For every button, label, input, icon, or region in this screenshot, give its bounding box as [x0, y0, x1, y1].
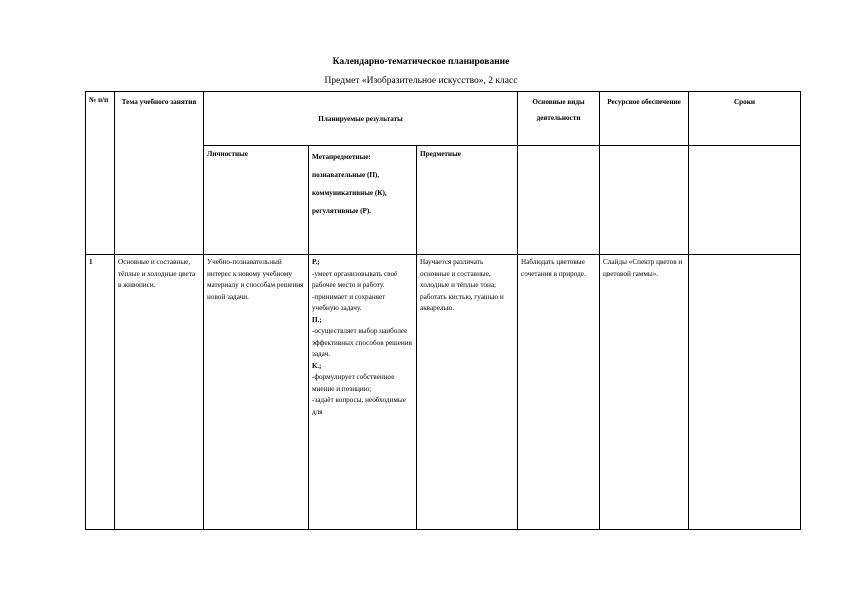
row-personal: Учебно-познавательный интерес к новому учебному материалу и способам решения новой задачи. — [204, 255, 309, 530]
subheader-empty-resources — [600, 146, 689, 255]
header-row — [86, 92, 801, 146]
meta-r-label: Р.; — [312, 258, 320, 266]
planning-table — [85, 91, 801, 530]
header-resources: Ресурсное обеспечение — [600, 92, 689, 146]
meta-r1: -умеет организовывать своё рабочее место и работу. — [312, 269, 398, 289]
meta-r2: -принимает и сохраняет учебную задачу. — [312, 292, 386, 312]
subheader-subject: Предметные — [417, 146, 518, 255]
subheader-personal: Личностные — [204, 146, 309, 255]
subheader-empty-activities — [518, 146, 600, 255]
row-subject: Научается различать основные и составные, холодные и тёплые тона; работать кистью, гуашью и акварелью. — [417, 255, 518, 530]
meta-p1: -осуществляет выбор наиболее эффективных способов решения задач. — [312, 327, 412, 358]
document-subtitle: Предмет «Изобразительное искусство», 2 класс — [324, 76, 518, 86]
meta-k2: -задаёт вопросы, необходимые для — [312, 396, 406, 416]
row-meta — [309, 255, 417, 530]
row-resources: Слайды «Спектр цветов и цветовой гаммы». — [600, 255, 689, 530]
table-row — [86, 255, 801, 530]
header-activities: Основные виды деятельности — [518, 92, 600, 146]
header-planned-results: Планируемые результаты — [204, 92, 518, 146]
subheader-meta: Метапредметные: познавательные (П), коммуникативные (К), регулятивные (Р). — [309, 146, 417, 255]
document-title: Календарно-тематическое планирование — [332, 57, 510, 67]
row-topic: Основные и составные, тёплые и холодные цвета в живописи. — [115, 255, 204, 530]
header-terms: Сроки — [689, 92, 801, 146]
meta-p-label: П.; — [312, 315, 322, 324]
header-num: № п/п — [86, 92, 115, 255]
row-num: 1 — [86, 255, 115, 530]
meta-k1: -формулирует собственное мнение и позицию; — [312, 373, 395, 393]
row-terms — [689, 255, 801, 530]
row-activities: Наблюдать цветовые сочетания в природе. — [518, 255, 600, 530]
meta-k-label: К.; — [312, 361, 322, 370]
header-topic: Тема учебного занятия — [115, 92, 204, 255]
subheader-empty-terms — [689, 146, 801, 255]
